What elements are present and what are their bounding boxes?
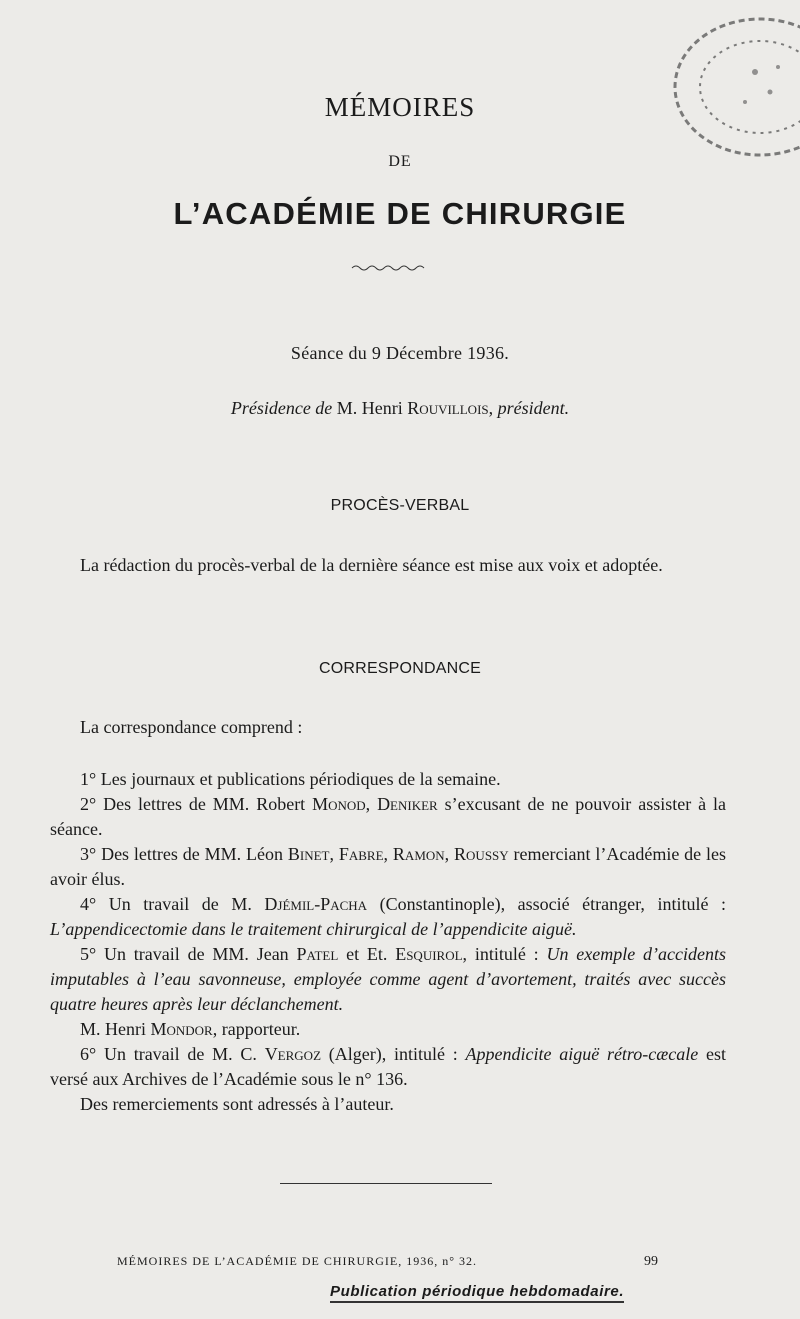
presidency-role: président. (497, 398, 570, 418)
list-item: 5° Un travail de MM. Jean Patel et Et. Esquirol, intitulé : Un exemple d’accidents imputables à l’eau savonneuse, employée comme agent d’avortement, traités avec succès quatre heures après leur déclanchement. (50, 944, 727, 1014)
list-item: 4° Un travail de M. Djémil-Pacha (Constantinople), associé étranger, intitulé : L’appendicectomie dans le traitement chirurgical de l’appendicite aiguë. (50, 894, 726, 939)
footer-page-number: 99 (644, 1254, 658, 1269)
list-item: Des remerciements sont adressés à l’auteur. (80, 1094, 394, 1114)
footer-journal-reference: MÉMOIRES DE L’ACADÉMIE DE CHIRURGIE, 1936, n° 32. (117, 1254, 478, 1268)
list-item: 2° Des lettres de MM. Robert Monod, Deniker s’excusant de ne pouvoir assister à la séance. (50, 794, 726, 839)
presidency-prefix: Présidence de (230, 398, 333, 418)
proces-verbal-heading: PROCÈS-VERBAL (330, 497, 470, 514)
section-divider (280, 1183, 492, 1184)
correspondance-list (50, 767, 726, 1117)
journal-title: MÉMOIRES (324, 92, 476, 122)
proces-verbal-text: La rédaction du procès-verbal de la dernière séance est mise aux voix et adoptée. (80, 555, 663, 575)
title-flourish (350, 262, 430, 274)
session-date: Séance du 9 Décembre 1936. (290, 343, 510, 363)
library-stamp-icon (660, 12, 800, 172)
correspondance-heading: CORRESPONDANCE (319, 660, 481, 677)
footer-publication-note: Publication périodique hebdomadaire. (330, 1283, 624, 1303)
list-item: 6° Un travail de M. C. Vergoz (Alger), intitulé : Appendicite aiguë rétro-cæcale est versé aux Archives de l’Académie sous le n° 136. (50, 1044, 726, 1089)
journal-academy-title: L’ACADÉMIE DE CHIRURGIE (173, 196, 627, 231)
correspondance-intro: La correspondance comprend : (80, 717, 303, 737)
presidency-name: M. Henri (336, 398, 403, 418)
list-item: 3° Des lettres de MM. Léon Binet, Fabre, Ramon, Roussy remerciant l’Académie de les avoir élus. (50, 844, 727, 889)
list-item: M. Henri Mondor, rapporteur. (80, 1019, 301, 1039)
presidency-surname: Rouvillois, (407, 398, 494, 418)
session-presidency (0, 398, 800, 419)
list-item: 1° Les journaux et publications périodiques de la semaine. (80, 769, 501, 789)
journal-title-de: DE (388, 153, 412, 170)
